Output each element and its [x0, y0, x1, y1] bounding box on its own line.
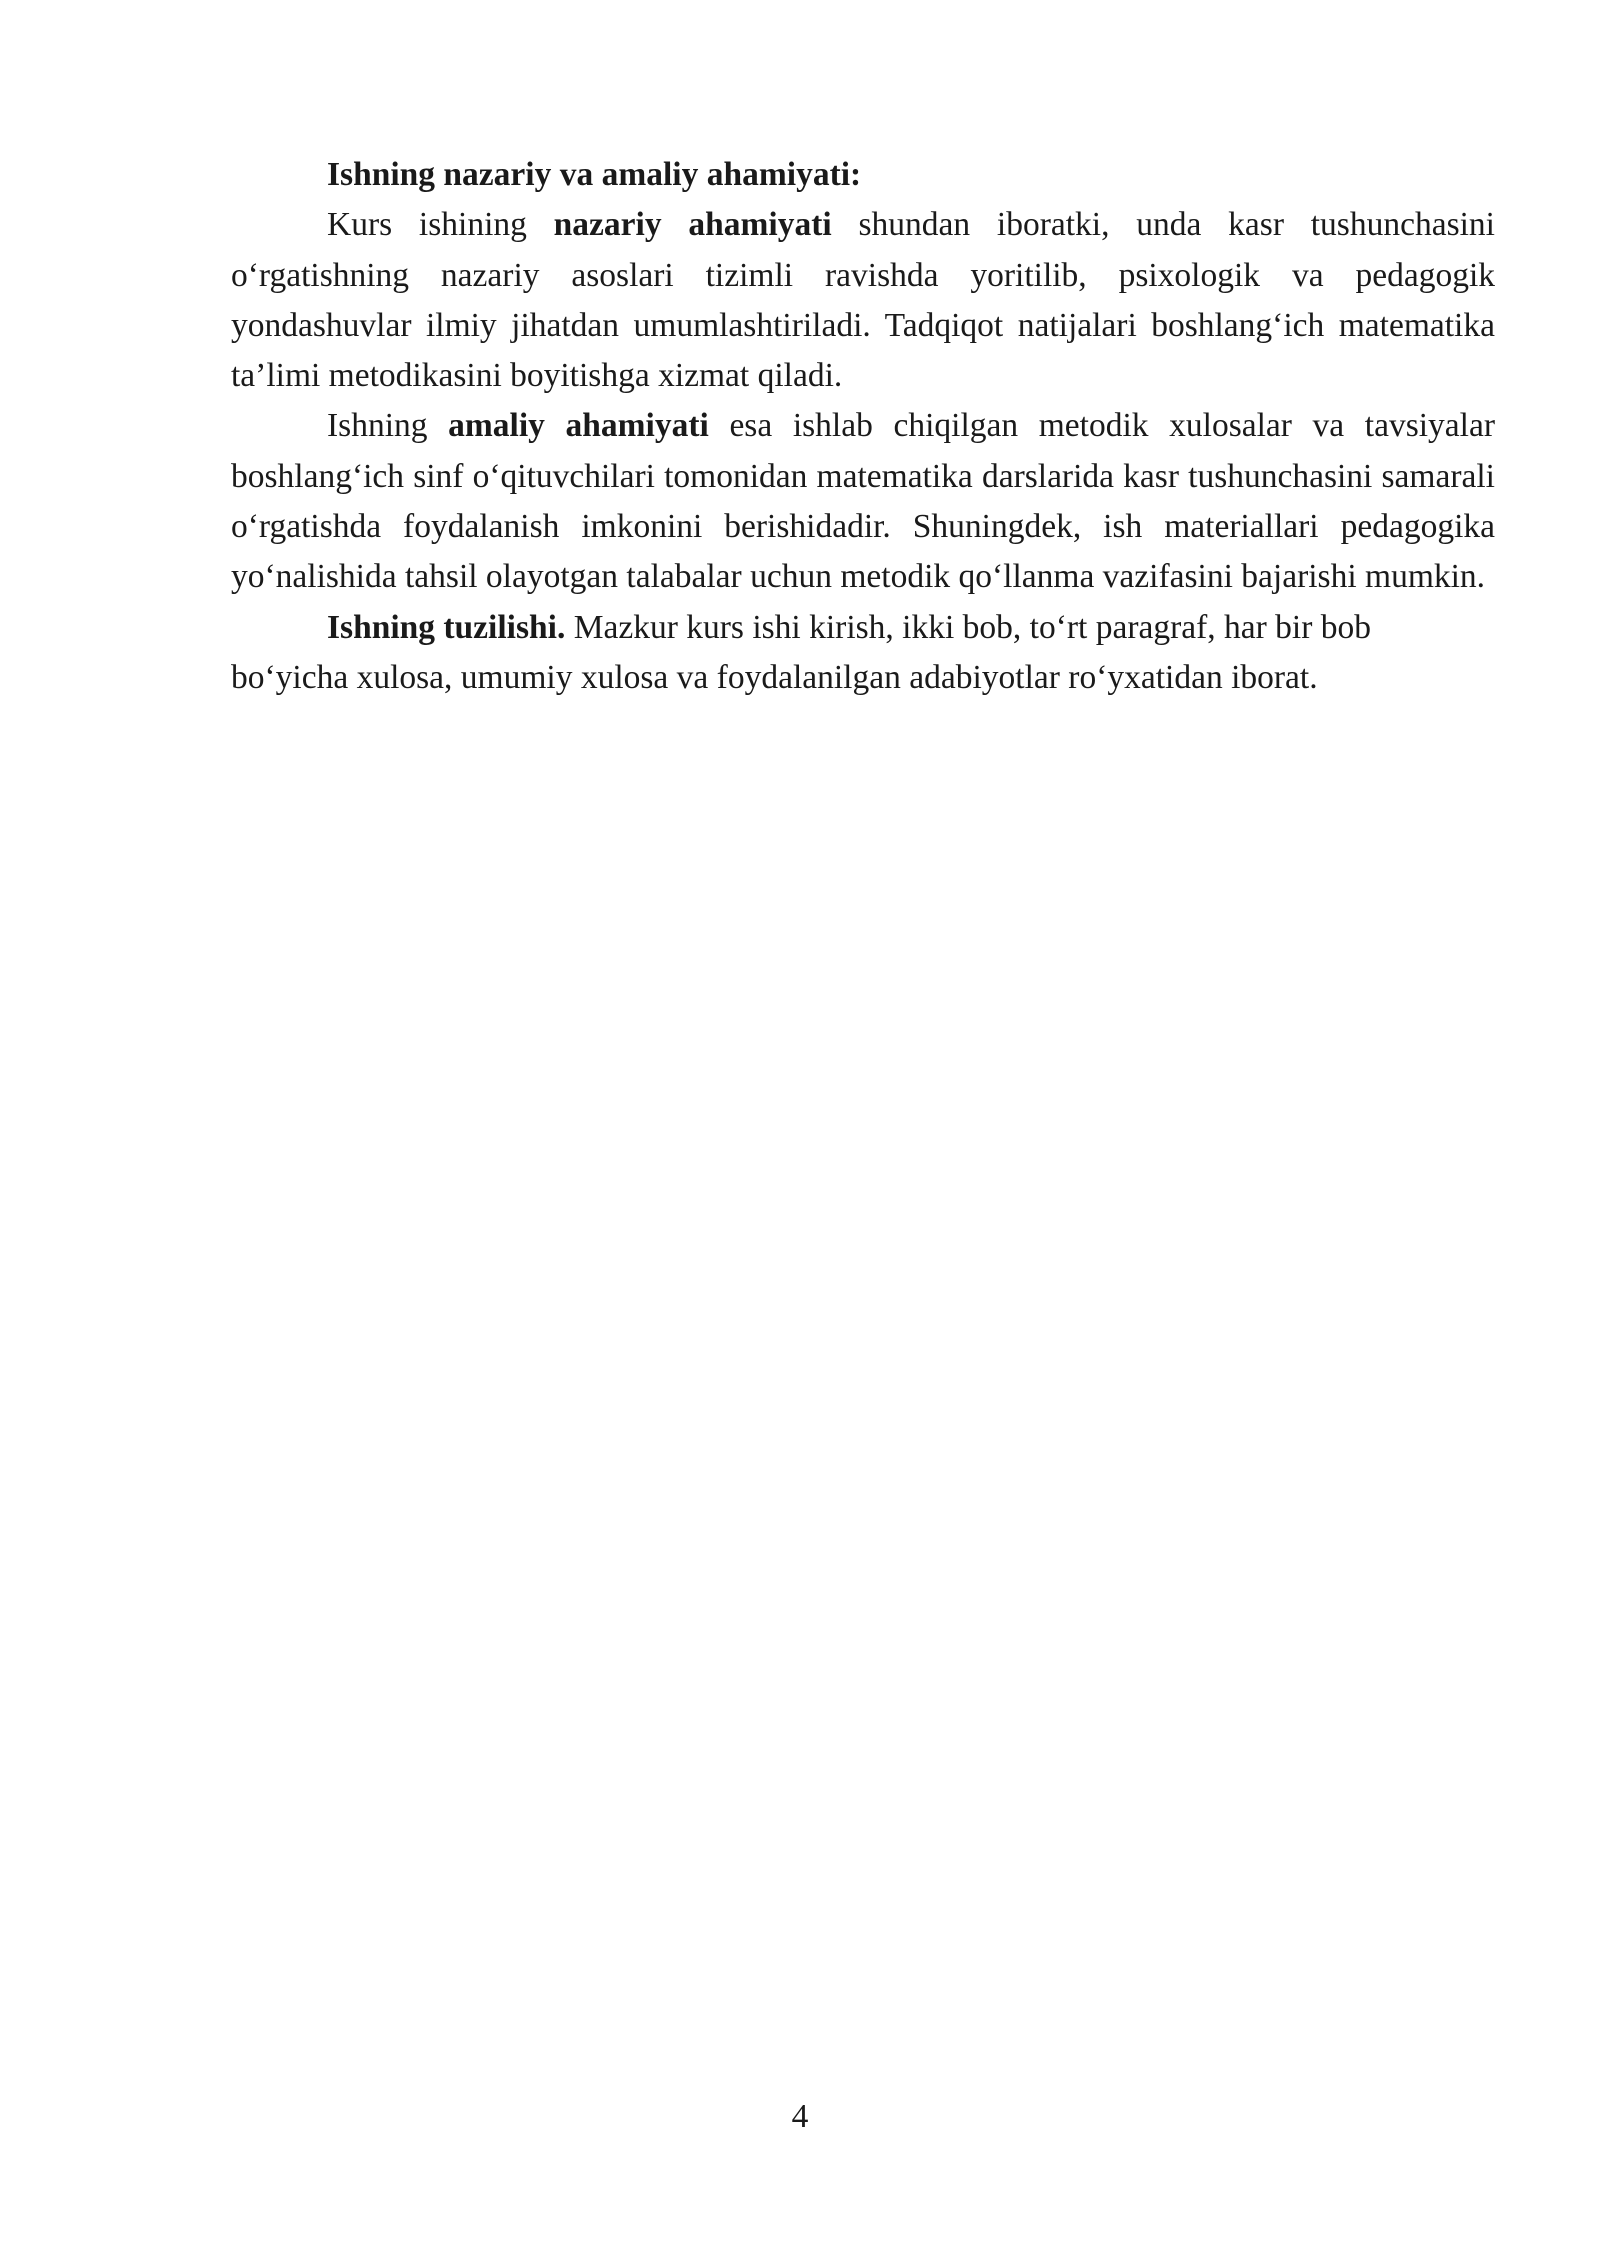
- paragraph-text: esa ishlab chiqilgan metodik xulosalar va tavsiyalar boshlang‘ich sinf o‘qituvchilari tomonidan matematika darslarida kasr tushunchasini samarali o‘rgatishda foydalanish imkonini berishidadir. Shuningdek, ish materiallari pedagogika yo‘nalishida tahsil olayotgan talabalar uchun metodik qo‘llanma vazifasini bajarishi mumkin.: [231, 407, 1496, 596]
- paragraph-text: Kurs ishining: [327, 206, 554, 244]
- paragraph-text: Mazkur kurs ishi kirish, ikki bob, to‘rt paragraf, har bir bob bo‘yicha xulosa, umumiy xulosa va foydalanilgan adabiyotlar ro‘yxatidan iborat.: [231, 608, 1372, 696]
- paragraph-practical-significance: [231, 401, 1495, 602]
- paragraph-theoretical-significance: [231, 200, 1495, 401]
- bold-term-structure: Ishning tuzilishi.: [327, 608, 566, 646]
- page-content: [231, 150, 1495, 703]
- bold-term-practical: amaliy ahamiyati: [448, 407, 709, 445]
- section-heading: Ishning nazariy va amaliy ahamiyati:: [327, 156, 862, 193]
- page-number: 4: [791, 2098, 809, 2135]
- paragraph-text: shundan iboratki, unda kasr tushunchasini o‘rgatishning nazariy asoslari tizimli ravishda yoritilib, psixologik va pedagogik yondashuvlar ilmiy jihatdan umumlashtiriladi. Tadqiqot natijalari boshlang‘ich matematika ta’limi metodikasini boyitishga xizmat qiladi.: [231, 206, 1495, 395]
- paragraph-work-structure: [231, 603, 1495, 704]
- paragraph-text: Ishning: [327, 407, 449, 445]
- bold-term-theoretical: nazariy ahamiyati: [553, 206, 832, 244]
